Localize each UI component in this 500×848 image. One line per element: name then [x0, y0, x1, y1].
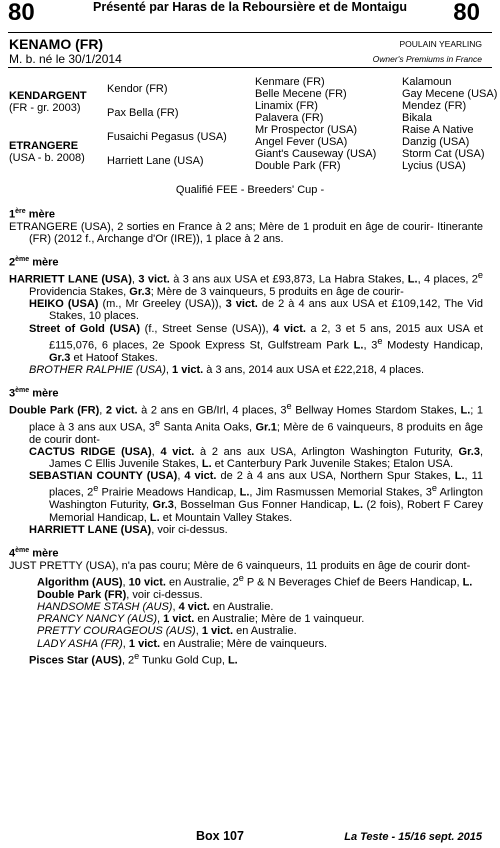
pedigree-gen2-item: Fusaichi Pegasus (USA) — [107, 131, 227, 143]
pedigree-gen2-item: Pax Bella (FR) — [107, 107, 179, 119]
box-number: Box 107 — [196, 829, 244, 843]
pedigree-gen3-item: Double Park (FR) — [255, 160, 341, 172]
qualification-line: Qualifié FEE - Breeders' Cup - — [175, 184, 325, 196]
consignor-title: Présenté par Haras de la Reboursière et de Montaigu — [93, 0, 407, 14]
pedigree-gen4-item: Gay Mecene (USA) — [402, 88, 498, 100]
third-dam-produce: CACTUS RIDGE (USA), 4 vict. à 2 ans aux USA, Arlington Washington Futurity, Gr.3, James C Ellis Juvenile Stakes, L. et Canterbury Park Juvenile Stakes; Etalon USA. — [29, 445, 483, 471]
horse-category: POULAIN YEARLING — [399, 39, 482, 49]
horse-details: M. b. né le 30/1/2014 — [9, 52, 122, 66]
pedigree-rule — [8, 67, 492, 68]
pedigree-gen4-item: Lycius (USA) — [402, 160, 466, 172]
pedigree-gen3-item: Belle Mecene (FR) — [255, 88, 347, 100]
pedigree-gen2-item: Harriett Lane (USA) — [107, 155, 204, 167]
pedigree-gen2-item: Kendor (FR) — [107, 83, 168, 95]
third-dam-text: Double Park (FR), 2 vict. à 2 ans en GB/Irl, 4 places, 3e Bellway Homes Stardom Stakes, L.; 1 place à 3 ans aux USA, 3e Santa Anita Oaks, Gr.1; Mère de 6 vainqueurs, 8 produits en âge de courir dont- — [9, 400, 483, 446]
pedigree-gen3-item: Linamix (FR) — [255, 100, 318, 112]
pedigree-gen4-item: Mendez (FR) — [402, 100, 467, 112]
horse-name: KENAMO (FR) — [9, 36, 104, 52]
pedigree-gen4-item: Kalamoun — [402, 76, 452, 88]
second-dam-text: HARRIETT LANE (USA), 3 vict. à 3 ans aux USA et £93,873, La Habra Stakes, L., 4 places, 2e Providencia Stakes, Gr.3; Mère de 3 vainqueurs, 5 produits en âge de courir- — [9, 270, 483, 298]
lot-number-right: 80 — [453, 0, 480, 26]
pedigree-gen3-item: Angel Fever (USA) — [255, 136, 348, 148]
third-dam-produce: SEBASTIAN COUNTY (USA), 4 vict. de 2 à 4 ans aux USA, Northern Spur Stakes, L., 11 places, 2e Prairie Meadows Handicap, L., Jim Rasmussen Memorial Stakes, 3e Arlington Washington Futurity, Gr.3, Bosselman Gus Fonner Handicap, L. (2 fois), Robert F Carey Memorial Handicap, L. et Mountain Valley Stakes. — [29, 470, 484, 524]
sire-name: KENDARGENT — [9, 90, 87, 102]
sire-info: (FR - gr. 2003) — [9, 102, 81, 114]
fourth-dam-produce: HANDSOME STASH (AUS), 4 vict. en Australie. — [37, 601, 274, 614]
second-dam-produce: BROTHER RALPHIE (USA), 1 vict. à 3 ans, 2014 aux USA et £22,218, 4 places. — [29, 363, 425, 376]
fourth-dam-produce: PRANCY NANCY (AUS), 1 vict. en Australie; Mère de 1 vainqueur. — [37, 613, 365, 626]
sale-venue-date: La Teste - 15/16 sept. 2015 — [344, 831, 482, 843]
fourth-dam-grand-produce: Pisces Star (AUS), 2e Tunku Gold Cup, L. — [29, 650, 238, 667]
fourth-dam-produce: Algorithm (AUS), 10 vict. en Australie, 2e P & N Beverages Chief de Beers Handicap, L. — [37, 572, 473, 589]
second-dam-heading: 2ème mère — [9, 256, 59, 269]
pedigree-gen3-item: Palavera (FR) — [255, 112, 324, 124]
pedigree-gen4-item: Bikala — [402, 112, 432, 124]
second-dam-produce: HEIKO (USA) (m., Mr Greeley (USA)), 3 vict. de 2 à 4 ans aux USA et £109,142, The Vid Stakes, 10 places. — [29, 298, 483, 323]
third-dam-produce: HARRIETT LANE (USA), voir ci-dessus. — [29, 523, 228, 536]
second-dam-produce: Street of Gold (USA) (f., Street Sense (USA)), 4 vict. a 2, 3 et 5 ans, 2015 aux USA et £115,076, 6 places, 2e Spook Express St, Gulfstream Park L., 3e Modesty Handicap, Gr.3 et Hatoof Stakes. — [29, 322, 483, 364]
lot-number-left: 80 — [8, 0, 35, 26]
header-rule — [8, 32, 492, 33]
owner-premiums: Owner's Premiums in France — [372, 54, 482, 64]
family-details — [9, 206, 483, 667]
dam-name: ETRANGERE — [9, 140, 79, 152]
pedigree-gen3-item: Mr Prospector (USA) — [255, 124, 358, 136]
first-dam-heading: 1ère mère — [9, 208, 55, 221]
pedigree-gen4-item: Storm Cat (USA) — [402, 148, 485, 160]
fourth-dam-heading: 4ème mère — [9, 546, 59, 560]
pedigree-gen3-item: Giant's Causeway (USA) — [255, 148, 377, 160]
dam-info: (USA - b. 2008) — [9, 152, 85, 164]
third-dam-heading: 3ème mère — [9, 387, 59, 400]
first-dam-text: ETRANGERE (USA), 2 sorties en France à 2 ans; Mère de 1 produit en âge de courir- Itinerante (FR) (2012 f., Archange d'Or (IRE)), 1 place à 2 ans. — [9, 220, 483, 246]
fourth-dam-produce: LADY ASHA (FR), 1 vict. en Australie; Mère de vainqueurs. — [37, 637, 328, 650]
pedigree-gen4-item: Raise A Native — [402, 124, 474, 136]
pedigree-gen3-item: Kenmare (FR) — [255, 76, 325, 88]
fourth-dam-text: JUST PRETTY (USA), n'a pas couru; Mère de 6 vainqueurs, 11 produits en âge de courir dont- — [9, 559, 471, 572]
fourth-dam-produce: Double Park (FR), voir ci-dessus. — [37, 588, 203, 601]
pedigree-gen4-item: Danzig (USA) — [402, 136, 470, 148]
fourth-dam-produce: PRETTY COURAGEOUS (AUS), 1 vict. en Australie. — [37, 625, 297, 638]
